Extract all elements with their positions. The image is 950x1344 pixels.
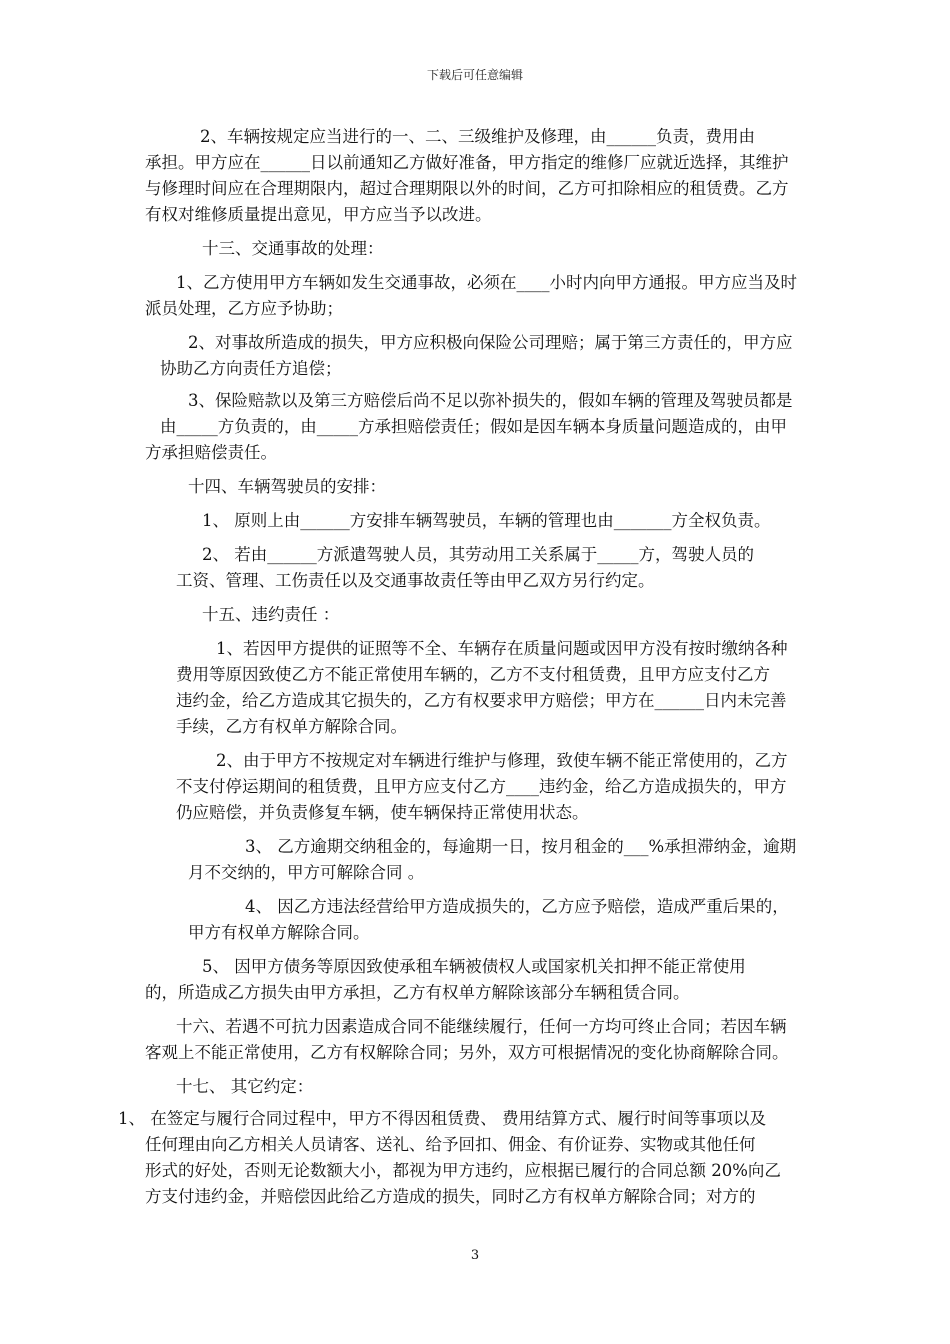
text-line: 4、 因乙方违法经营给甲方造成损失的，乙方应予赔偿，造成严重后果的， — [245, 897, 789, 916]
section-heading: 十五、违约责任 ： — [202, 605, 340, 624]
text-line: 2、由于甲方不按规定对车辆进行维护与修理，致使车辆不能正常使用的，乙方 — [216, 751, 788, 770]
section-heading: 十四、车辆驾驶员的安排： — [188, 477, 386, 496]
text-line: 2、 若由______方派遣驾驶人员，其劳动用工关系属于_____方，驾驶人员的 — [202, 545, 754, 564]
text-line: 协助乙方向责任方追偿； — [160, 359, 342, 378]
text-line: 方支付违约金，并赔偿因此给乙方造成的损失，同时乙方有权单方解除合同；对方的 — [145, 1187, 756, 1206]
text-line: 2、对事故所造成的损失，甲方应积极向保险公司理赔；属于第三方责任的，甲方应 — [188, 333, 793, 352]
page-header: 下载后可任意编辑 — [426, 68, 523, 82]
text-line: 形式的好处，否则无论数额大小，都视为甲方违约，应根据已履行的合同总额 20%向乙 — [145, 1161, 781, 1180]
text-line: 1、 原则上由______方安排车辆驾驶员，车辆的管理也由_______方全权负责。 — [202, 511, 771, 530]
text-line: 任何理由向乙方相关人员请客、送礼、给予回扣、佣金、有价证券、实物或其他任何 — [145, 1135, 756, 1154]
text-line: 5、 因甲方债务等原因致使承租车辆被债权人或国家机关扣押不能正常使用 — [202, 957, 746, 976]
text-line: 的，所造成乙方损失由甲方承担，乙方有权单方解除该部分车辆租赁合同。 — [145, 983, 690, 1002]
text-line: 十六、若遇不可抗力因素造成合同不能继续履行，任何一方均可终止合同；若因车辆 — [176, 1017, 787, 1036]
text-line: 3、保险赔款以及第三方赔偿后尚不足以弥补损失的，假如车辆的管理及驾驶员都是 — [188, 391, 793, 410]
text-line: 甲方有权单方解除合同。 — [188, 923, 370, 942]
page-number: 3 — [470, 1248, 480, 1263]
section-heading: 十三、交通事故的处理： — [202, 239, 384, 258]
text-line: 不支付停运期间的租赁费，且甲方应支付乙方____违约金，给乙方造成损失的，甲方 — [176, 777, 787, 796]
text-line: 手续，乙方有权单方解除合同。 — [176, 717, 407, 736]
text-line: 1、若因甲方提供的证照等不全、车辆存在质量问题或因甲方没有按时缴纳各种 — [216, 639, 788, 658]
text-line: 仍应赔偿，并负责修复车辆，使车辆保持正常使用状态。 — [176, 803, 589, 822]
text-line: 派员处理，乙方应予协助； — [145, 299, 343, 318]
text-line: 方承担赔偿责任。 — [145, 443, 277, 462]
text-line: 工资、管理、工伤责任以及交通事故责任等由甲乙双方另行约定。 — [176, 571, 655, 590]
text-line: 1、乙方使用甲方车辆如发生交通事故，必须在____小时内向甲方通报。甲方应当及时 — [176, 273, 797, 292]
text-line: 费用等原因致使乙方不能正常使用车辆的，乙方不支付租赁费，且甲方应支付乙方 — [176, 665, 770, 684]
text-line: 客观上不能正常使用，乙方有权解除合同；另外，双方可根据情况的变化协商解除合同。 — [145, 1043, 789, 1062]
text-line: 1、 在签定与履行合同过程中，甲方不得因租赁费、 费用结算方式、履行时间等事项以及 — [118, 1109, 766, 1128]
text-line: 2、车辆按规定应当进行的一、二、三级维护及修理，由______负责，费用由 — [200, 127, 755, 146]
section-heading: 十七、 其它约定： — [176, 1077, 314, 1096]
text-line: 与修理时间应在合理期限内，超过合理期限以外的时间，乙方可扣除相应的租赁费。乙方 — [145, 179, 789, 198]
text-line: 有权对维修质量提出意见，甲方应当予以改进。 — [145, 205, 492, 224]
text-line: 违约金，给乙方造成其它损失的，乙方有权要求甲方赔偿；甲方在______日内未完善 — [176, 691, 787, 710]
text-line: 3、 乙方逾期交纳租金的，每逾期一日，按月租金的___%承担滞纳金，逾期 — [245, 837, 797, 856]
text-line: 承担。甲方应在______日以前通知乙方做好准备，甲方指定的维修厂应就近选择，其维护 — [145, 153, 789, 172]
text-line: 由_____方负责的，由_____方承担赔偿责任；假如是因车辆本身质量问题造成的，由甲 — [160, 417, 787, 436]
text-line: 月不交纳的，甲方可解除合同 。 — [188, 863, 425, 882]
